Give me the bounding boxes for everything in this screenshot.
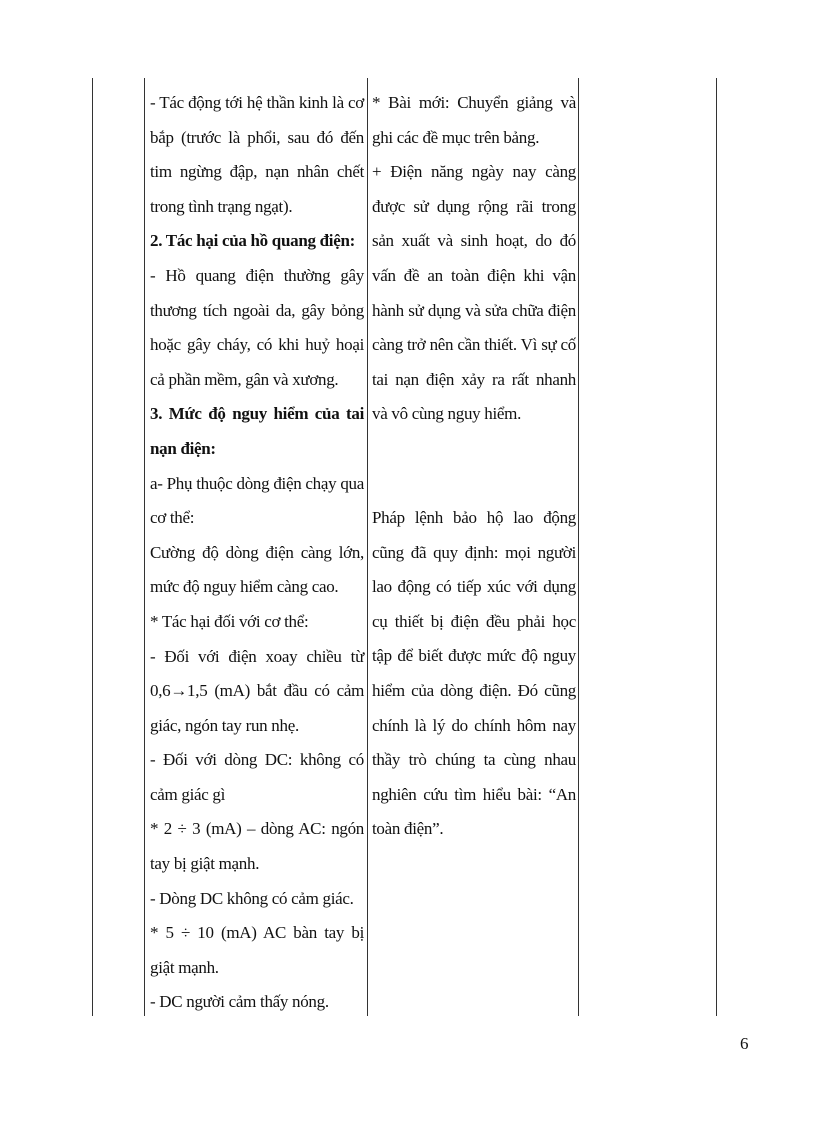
page-number: 6 [740, 1034, 749, 1053]
paragraph: + Điện năng ngày nay càng được sử dụng rộng rãi trong sản xuất và sinh hoạt, do đó vấn đề an toàn điện khi vận hành sử dụng và sửa chữa điện càng trở nên cần thiết. Vì sự cố tai nạn điện xảy ra rất nhanh và vô cùng nguy hiểm. [372, 162, 576, 424]
paragraph: - Hồ quang điện thường gây thương tích ngoài da, gây bỏng hoặc gây cháy, có khi huỷ hoại cả phần mềm, gân và xương. [150, 265, 364, 389]
paragraph: Pháp lệnh bảo hộ lao động cũng đã quy định: mọi người lao động có tiếp xúc với dụng cụ thiết bị điện đều phải học tập để biết được mức độ nguy hiểm của dòng điện. Đó cũng chính là lý do chính hôm nay thầy trò chúng ta cùng nhau nghiên cứu tìm hiểu bài: “An toàn điện”. [372, 507, 576, 839]
paragraph: Cường độ dòng điện càng lớn, mức độ nguy hiểm càng cao. [150, 542, 364, 597]
paragraph: - Đối với dòng DC: không có cảm giác gì [150, 750, 364, 804]
table-border-outer-left [92, 78, 93, 1016]
paragraph: - Đối với điện xoay chiều từ 0,6→1,5 (mA) bắt đầu có cảm giác, ngón tay run nhẹ. [150, 646, 364, 735]
section-heading: 2. Tác hại của hồ quang điện: [150, 231, 355, 251]
lesson-content-column [150, 86, 364, 1020]
paragraph: * 5 ÷ 10 (mA) AC bàn tay bị giật mạnh. [150, 923, 364, 977]
paragraph: - DC người cảm thấy nóng. [150, 992, 329, 1012]
paragraph: - Dòng DC không có cảm giác. [150, 888, 354, 908]
table-border-col1-right [367, 78, 368, 1016]
paragraph: * Bài mới: Chuyển giảng và ghi các đề mục trên bảng. [372, 93, 576, 147]
paragraph: a- Phụ thuộc dòng điện chạy qua cơ thể: [150, 473, 364, 528]
teacher-activity-column [372, 86, 576, 847]
table-border-col1-left [144, 78, 145, 1016]
paragraph: * 2 ÷ 3 (mA) – dòng AC: ngón tay bị giật mạnh. [150, 819, 364, 874]
section-heading: 3. Mức độ nguy hiểm của tai nạn điện: [150, 404, 364, 458]
table-border-col3-right [716, 78, 717, 1016]
paragraph: * Tác hại đối với cơ thể: [150, 611, 309, 631]
paragraph: - Tác động tới hệ thần kinh là cơ bắp (trước là phổi, sau đó đến tim ngừng đập, nạn nhân chết trong tình trạng ngạt). [150, 93, 364, 216]
table-border-col2-right [578, 78, 579, 1016]
